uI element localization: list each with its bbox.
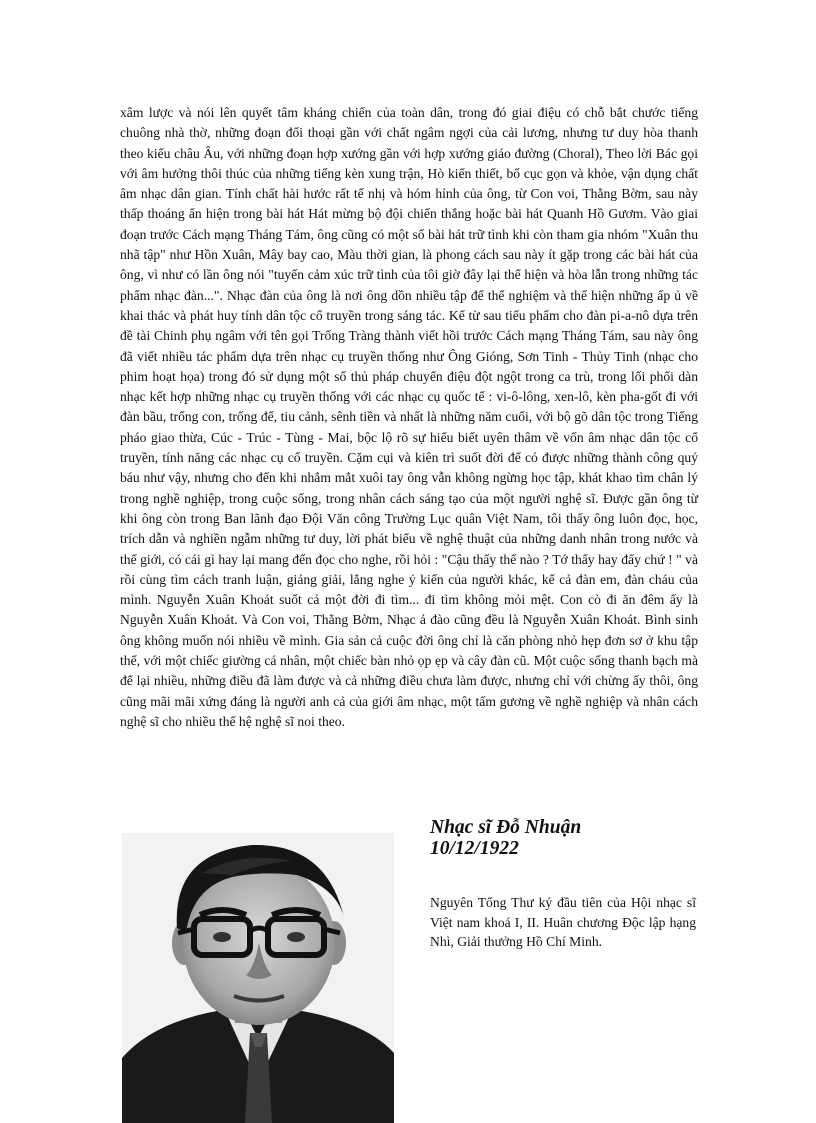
portrait-photo bbox=[122, 833, 394, 1123]
article-body: xâm lược và nói lên quyết tâm kháng chiến của toàn dân, trong đó giai điệu có chỗ bắt chước tiếng chuông nhà thờ, những đoạn đối thoại gần với chất ngâm ngợi của cải lương, nhưng tư duy hòa thanh theo kiểu châu Âu, với những đoạn hợp xướng gần với hợp xướng giáo đường (Choral), Theo lời Bác gọi với âm hưởng thôi thúc của những tiếng kèn xung trận, Hò kiến thiết, bố cục gọn và khỏe, vận dụng chất âm nhạc dân gian. Tính chất hài hước rất tế nhị và hóm hỉnh của ông, từ Con voi, Thằng Bờm, sau này thấp thoáng ẩn hiện trong bài hát Hát mừng bộ đội chiến thắng hoặc bài hát Quanh Hồ Gươm. Vào giai đoạn trước Cách mạng Tháng Tám, ông cũng có một số bài hát trữ tình khi còn tham gia nhóm "Xuân thu nhã tập" như Hồn Xuân, Mây bay cao, Màu thời gian, là phong cách sau này ít gặp trong các bài hát của ông, vì như có lần ông nói "tuyến cảm xúc trữ tình của tôi giờ đây lại thể hiện và hòa lẫn trong những tác phẩm nhạc đàn...". Nhạc đàn của ông là nơi ông dồn nhiều tập để thể nghiệm và thể hiện những ấp ủ về khai thác và phát huy tính dân tộc cổ truyền trong sáng tác. Kể từ sau tiểu phẩm cho đàn pi-a-nô dựa trên đề tài Chinh phụ ngâm với tên gọi Trống Tràng thành viết hồi trước Cách mạng Tháng Tám, sau này ông đã viết nhiều tác phẩm dựa trên nhạc cụ truyền thống như Ông Gióng, Sơn Tinh - Thủy Tinh (nhạc cho phim hoạt họa) trong đó sử dụng một số thủ pháp chuyển điệu đột ngột trong ca trù, trong lối phối dàn nhạc kết hợp những nhạc cụ truyền thống với các nhạc cụ quốc tế : vi-ô-lông, xen-lô, kèn pha-gốt đi với đàn bầu, trống con, trống đế, tiu cảnh, sênh tiền và nhất là những năm cuối, với bộ gõ dân tộc trong Tiếng pháo giao thừa, Cúc - Trúc - Tùng - Mai, bộc lộ rõ sự hiểu biết uyên thâm về vốn âm nhạc dân tộc cổ truyền, tính năng các nhạc cụ cổ truyền. Cặm cụi và kiên trì suốt đời để có được những thành công quý báu như vậy, nhưng cho đến khi nhắm mắt xuôi tay ông vẫn không ngừng học tập, khát khao tìm chân lý trong nghề nghiệp, trong cuộc sống, trong nhân cách sáng tạo của một người nghệ sĩ. Được gần ông từ khi ông còn trong Ban lãnh đạo Đội Văn công Trường Lục quân Việt Nam, tôi thấy ông luôn đọc, học, trích dẫn và nghiền ngẫm những tư duy, lời phát biểu về nghệ thuật của những danh nhân trong nước và thế giới, có cái gì hay lại mang đến đọc cho nghe, rồi hỏi : "Cậu thấy thế nào ? Tớ thấy hay đấy chứ ! " và rồi cùng tìm cách tranh luận, giảng giải, lắng nghe ý kiến của người khác, kể cả đàn em, đàn cháu của mình. Nguyễn Xuân Khoát suốt cả một đời đi tìm... đi tìm không mỏi mệt. Con cò đi ăn đêm ấy là Nguyễn Xuân Khoát. Và Con voi, Thằng Bờm, Nhạc ả đào cũng đều là Nguyễn Xuân Khoát. Bình sinh ông không muốn nói nhiều về mình. Gia sản cả cuộc đời ông chỉ là căn phòng nhỏ hẹp đơn sơ ở khu tập thể, với một chiếc giường cá nhân, một chiếc bàn nhỏ ọp ẹp và cây đàn cũ. Một cuộc sống thanh bạch mà để lại nhiều, những điều đã làm được và cả những điều chưa làm được, nhưng chỉ với chừng ấy thôi, ông cũng mãi mãi xứng đáng là người anh cả của giới âm nhạc, một tấm gương về nghề nghiệp và nhân cách nghệ sĩ cho nhiều thế hệ nghệ sĩ noi theo. bbox=[120, 105, 698, 729]
profile-name: Nhạc sĩ Đỗ Nhuận bbox=[430, 817, 582, 838]
profile-title bbox=[430, 817, 730, 859]
profile-description: Nguyên Tổng Thư ký đầu tiên của Hội nhạc sĩ Việt nam khoá I, II. Huân chương Độc lập hạng Nhì, Giải thưởng Hồ Chí Minh. bbox=[430, 895, 696, 949]
portrait-photo-icon bbox=[122, 833, 394, 1123]
profile-birth-date: 10/12/1922 bbox=[430, 838, 519, 859]
